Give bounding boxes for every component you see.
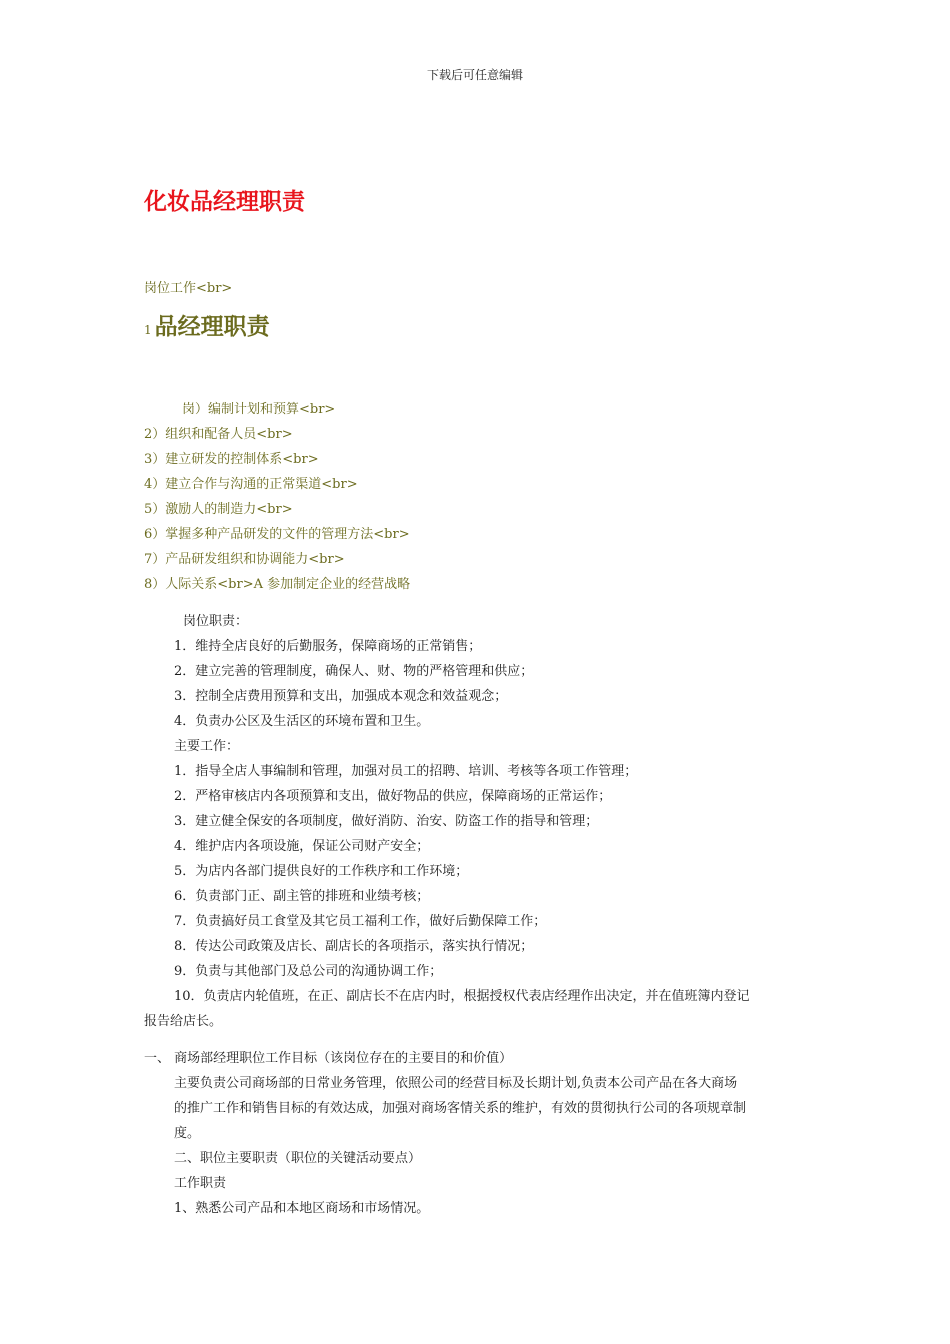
- plan-item: 3）建立研发的控制体系<br>: [144, 452, 319, 467]
- objective-body-line2: 的推广工作和销售目标的有效达成，加强对商场客情关系的维护，有效的贯彻执行公司的各项规章制: [174, 1101, 747, 1116]
- section-title-text: 品经理职责: [154, 313, 270, 340]
- plan-list: [144, 397, 410, 597]
- duty-item: 1．维持全店良好的后勤服务，保障商场的正常销售；: [174, 639, 482, 654]
- main-work-item: 9．负责与其他部门及总公司的沟通协调工作；: [174, 964, 443, 979]
- document-title: 化妆品经理职责: [144, 188, 305, 215]
- main-work-item: 6．负责部门正、副主管的排班和业绩考核；: [174, 889, 430, 904]
- main-work-heading: 主要工作：: [174, 739, 240, 754]
- duty-item: 3．控制全店费用预算和支出，加强成本观念和效益观念；: [174, 689, 508, 704]
- duty-item: 4．负责办公区及生活区的环境布置和卫生。: [174, 714, 430, 729]
- main-work-item-10-line2: 报告给店长。: [144, 1014, 223, 1029]
- page-header: 下载后可任意编辑: [426, 68, 523, 82]
- duty-item: 2．建立完善的管理制度，确保人、财、物的严格管理和供应；: [174, 664, 534, 679]
- main-work-item: 7．负责搞好员工食堂及其它员工福利工作，做好后勤保障工作；: [174, 914, 547, 929]
- work-duties-label: 工作职责: [174, 1176, 227, 1191]
- objective-heading: 一、 商场部经理职位工作目标（该岗位存在的主要目的和价值）: [144, 1051, 513, 1066]
- plan-item: 7）产品研发组织和协调能力<br>: [144, 552, 345, 567]
- responsibilities-heading: 二、职位主要职责（职位的关键活动要点）: [174, 1151, 422, 1166]
- main-work-item: 1．指导全店人事编制和管理，加强对员工的招聘、培训、考核等各项工作管理；: [174, 764, 638, 779]
- objective-body-line3: 度。: [174, 1126, 201, 1141]
- main-work-item: 2．严格审核店内各项预算和支出，做好物品的供应，保障商场的正常运作；: [174, 789, 612, 804]
- work-duty-item: 1、熟悉公司产品和本地区商场和市场情况。: [174, 1201, 430, 1216]
- plan-item: 5）激励人的制造力<br>: [144, 502, 293, 517]
- duties-heading: 岗位职责：: [183, 614, 249, 629]
- plan-item: 6）掌握多种产品研发的文件的管理方法<br>: [144, 527, 410, 542]
- plan-item: 8）人际关系<br>A 参加制定企业的经营战略: [144, 577, 411, 592]
- main-work-item: 4．维护店内各项设施，保证公司财产安全；: [174, 839, 430, 854]
- main-work-item: 5．为店内各部门提供良好的工作秩序和工作环境；: [174, 864, 469, 879]
- objective-body-line1: 主要负责公司商场部的日常业务管理，依照公司的经营目标及长期计划,负责本公司产品在各大商场: [174, 1076, 738, 1091]
- section-number: 1: [144, 323, 152, 337]
- plan-item: 岗）编制计划和预算<br>: [182, 402, 336, 417]
- main-work-item: 3．建立健全保安的各项制度，做好消防、治安、防盗工作的指导和管理；: [174, 814, 599, 829]
- section-label: 岗位工作<br>: [144, 281, 233, 296]
- plan-item: 4）建立合作与沟通的正常渠道<br>: [144, 477, 358, 492]
- section-title: [144, 308, 270, 341]
- main-work-item-10-line1: 10．负责店内轮值班，在正、副店长不在店内时，根据授权代表店经理作出决定，并在值班簿内登记: [174, 989, 750, 1004]
- plan-item: 2）组织和配备人员<br>: [144, 427, 293, 442]
- main-work-item: 8．传达公司政策及店长、副店长的各项指示，落实执行情况；: [174, 939, 534, 954]
